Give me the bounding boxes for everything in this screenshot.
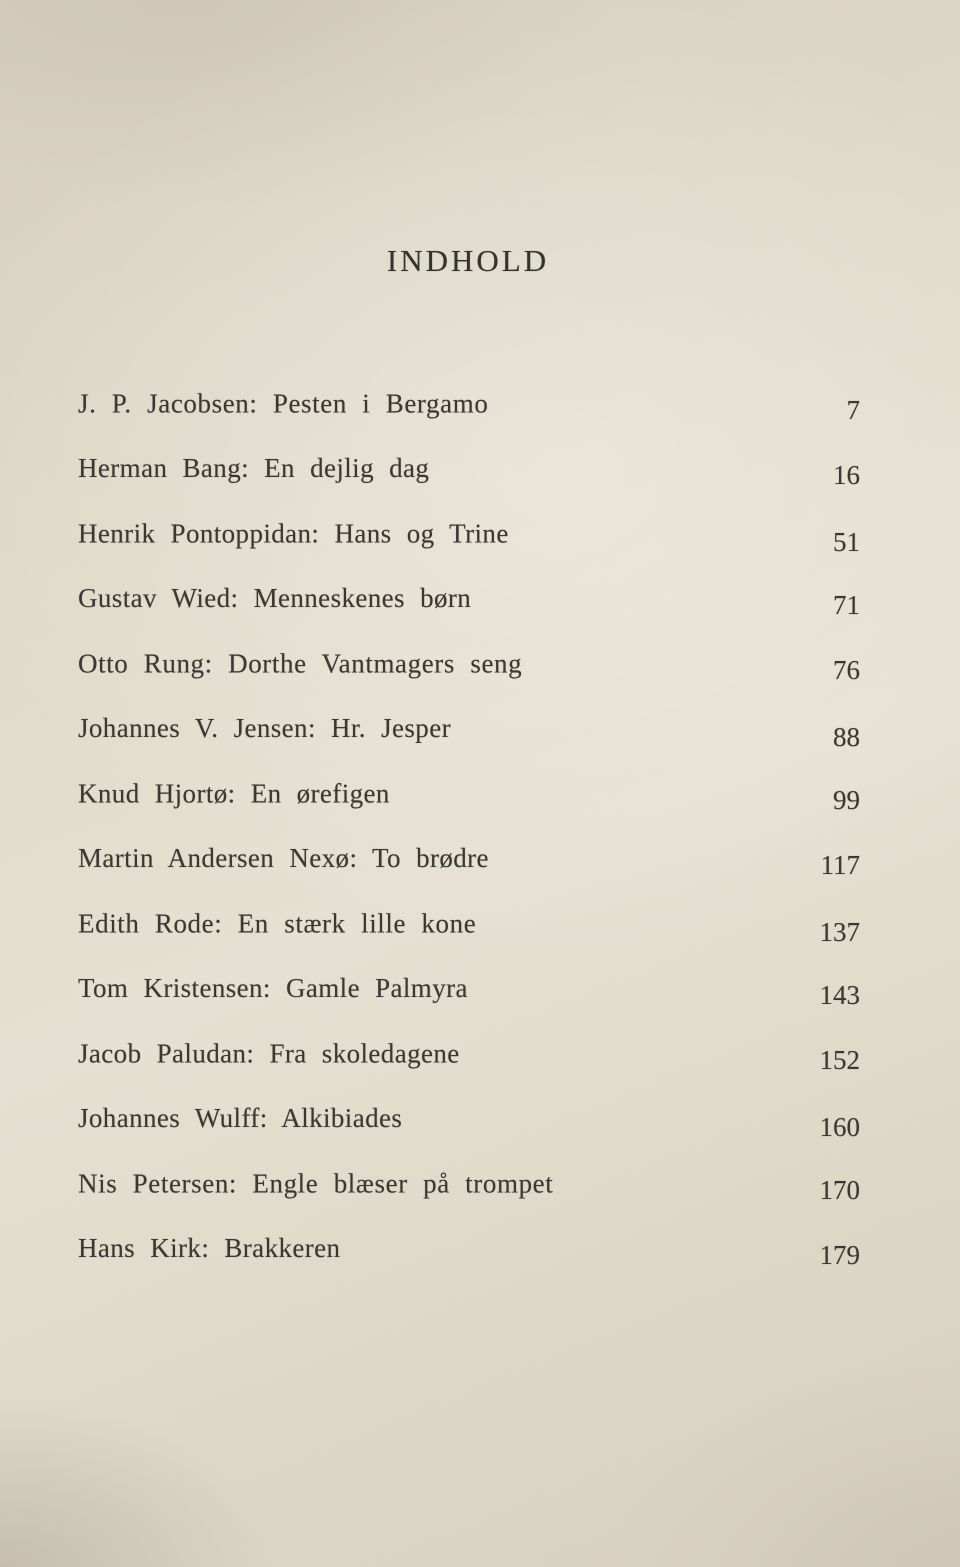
toc-entry-page: 170 <box>819 1175 860 1205</box>
toc-entry-page: 152 <box>819 1045 860 1075</box>
toc-entry <box>78 583 860 648</box>
toc-entry-label: Henrik Pontoppidan: Hans og Trine <box>78 518 509 549</box>
page-title: INDHOLD <box>386 243 550 278</box>
toc-entry-label: Martin Andersen Nexø: To brødre <box>78 843 489 873</box>
toc-entry <box>78 1168 860 1233</box>
toc-entry <box>78 1038 860 1103</box>
toc-entry <box>78 648 860 713</box>
toc-entry-page: 137 <box>819 917 860 947</box>
toc-entry-label: Nis Petersen: Engle blæser på trompet <box>78 1168 554 1199</box>
toc-entry <box>78 453 860 518</box>
toc-entry-page: 71 <box>833 590 860 620</box>
toc-entry-page: 7 <box>846 395 860 425</box>
toc-entry <box>78 518 860 583</box>
toc-list <box>78 388 860 1298</box>
toc-entry <box>78 843 860 908</box>
toc-entry-page: 99 <box>833 785 860 815</box>
toc-entry-page: 179 <box>819 1240 860 1270</box>
toc-entry <box>78 1103 860 1168</box>
toc-entry-page: 117 <box>820 850 860 880</box>
toc-entry-label: Johannes Wulff: Alkibiades <box>78 1103 403 1133</box>
toc-entry-label: Knud Hjortø: En ørefigen <box>78 778 390 809</box>
toc-entry-page: 143 <box>819 980 860 1010</box>
toc-entry <box>78 1233 860 1298</box>
toc-entry-label: J. P. Jacobsen: Pesten i Bergamo <box>78 388 489 419</box>
toc-entry-page: 51 <box>833 527 860 557</box>
toc-entry <box>78 908 860 973</box>
toc-entry <box>78 778 860 843</box>
toc-entry <box>78 713 860 778</box>
toc-entry-page: 76 <box>833 655 860 685</box>
toc-entry <box>78 973 860 1038</box>
toc-entry-label: Edith Rode: En stærk lille kone <box>78 908 477 939</box>
toc-entry-label: Hans Kirk: Brakkeren <box>78 1233 341 1263</box>
toc-entry-label: Herman Bang: En dejlig dag <box>78 453 430 483</box>
toc-entry-label: Otto Rung: Dorthe Vantmagers seng <box>78 648 523 679</box>
toc-entry-page: 160 <box>819 1112 860 1142</box>
toc-entry-label: Jacob Paludan: Fra skoledagene <box>78 1038 460 1069</box>
toc-entry-page: 88 <box>833 722 860 752</box>
toc-entry-page: 16 <box>833 460 860 490</box>
toc-entry-label: Johannes V. Jensen: Hr. Jesper <box>78 713 451 743</box>
toc-entry <box>78 388 860 453</box>
toc-entry-label: Tom Kristensen: Gamle Palmyra <box>78 973 468 1003</box>
toc-entry-label: Gustav Wied: Menneskenes børn <box>78 583 472 613</box>
